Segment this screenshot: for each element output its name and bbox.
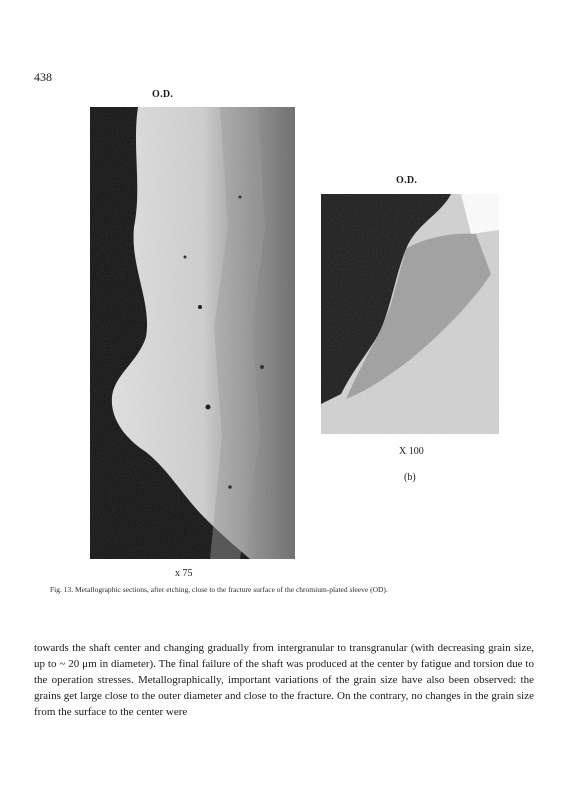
figure-caption: Fig. 13. Metallographic sections, after etching, close to the fracture surface of the chromium-plated sleeve (OD). — [50, 585, 388, 594]
panel-b-od-label: O.D. — [396, 175, 418, 186]
panel-a-magnification: x 75 — [175, 568, 193, 579]
panel-a-od-label: O.D. — [152, 89, 174, 100]
page-number: 438 — [34, 70, 52, 84]
body-paragraph: towards the shaft center and changing gradually from intergranular to transgranular (with decreasing grain size, up to ~ 20 μm in diameter). The final failure of the shaft was produced at the center by fatigue and torsion due to the operation stresses. Metallographically, important variations of the grain size have also been observed: the grains get large close to the outer diameter and close to the fracture. On the contrary, no changes in the grain size from the surface to the center were — [34, 642, 534, 718]
panel-b-label: (b) — [404, 472, 416, 483]
panel-b-magnification: X 100 — [399, 446, 424, 457]
micrograph-panel-b — [321, 194, 499, 434]
micrograph-panel-a — [90, 107, 295, 559]
